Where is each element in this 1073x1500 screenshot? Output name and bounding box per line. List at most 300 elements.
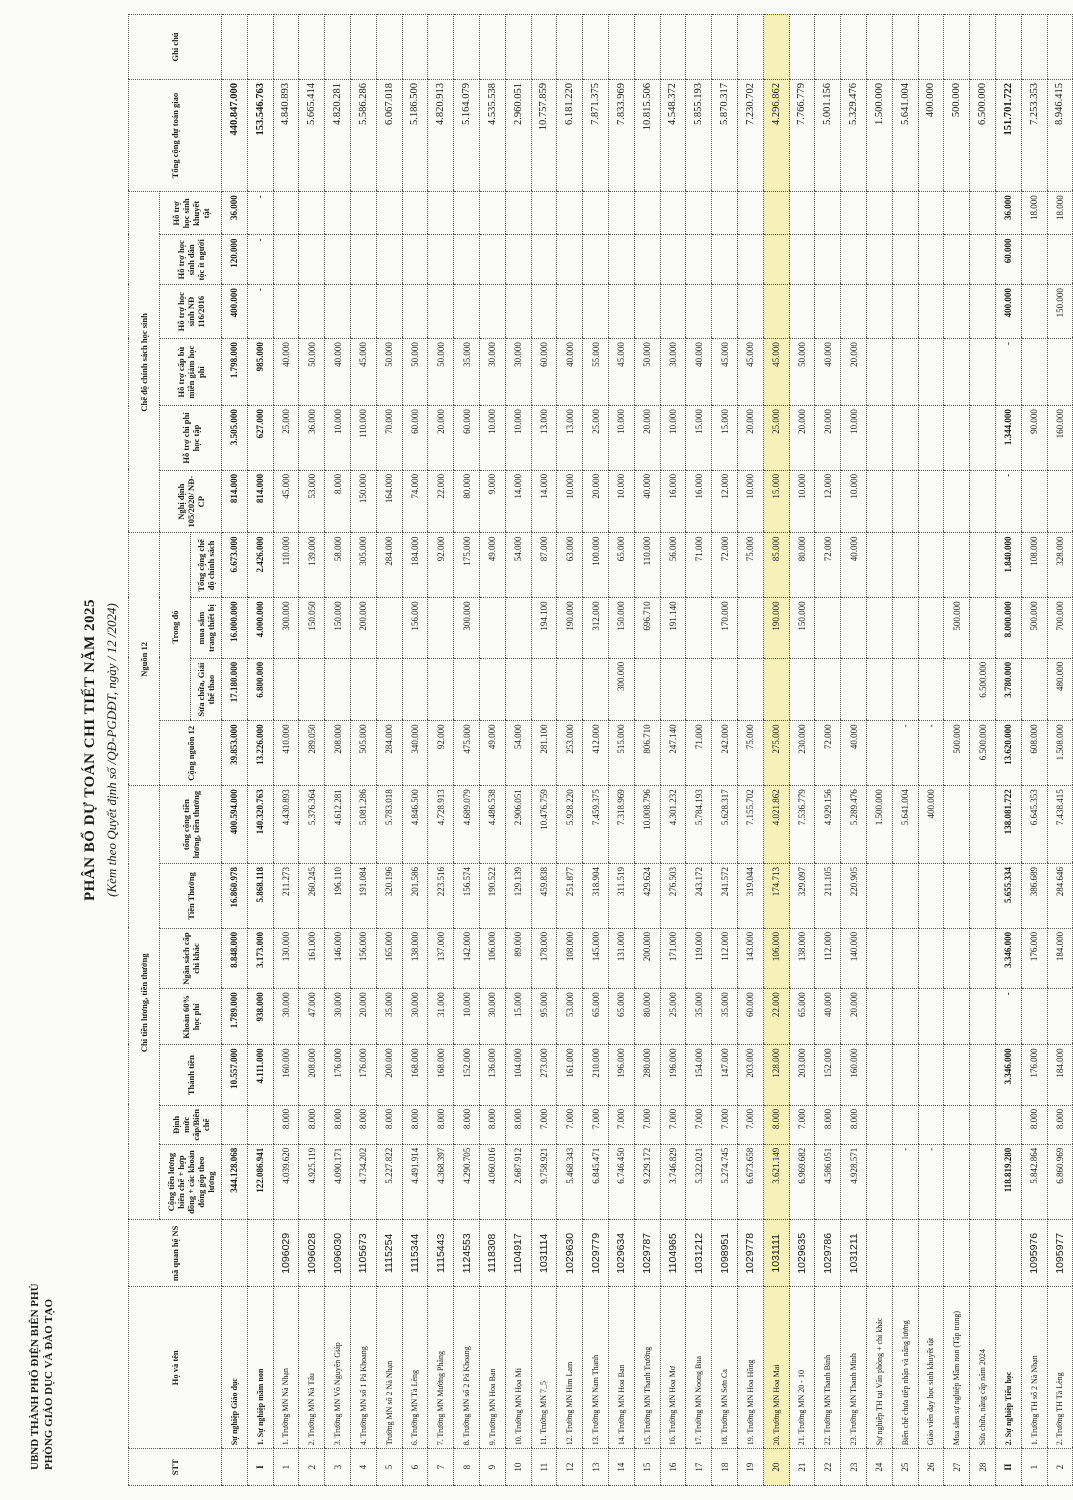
ethnic-cell (918, 235, 944, 285)
salary-total-cell: 4.301.232 (660, 786, 686, 864)
repair-cell (557, 658, 583, 721)
stt-cell: 1 (273, 1449, 299, 1486)
repair-cell (531, 658, 557, 721)
decree105-cell: 10.000 (557, 470, 583, 533)
norm-cell: 8.000 (1047, 1105, 1073, 1144)
equipment-cell: 4.000.000 (247, 598, 273, 658)
name-cell: 18. Trường MN Sơn Ca (712, 1287, 738, 1449)
repair-cell (454, 658, 480, 721)
norm-cell (247, 1105, 273, 1144)
note-cell (402, 15, 428, 80)
source12-cell: 13.620.000 (995, 721, 1021, 786)
bonus-cell: 320.196 (376, 864, 402, 929)
amount-cell (944, 1045, 970, 1105)
decree105-cell: 8.000 (325, 470, 351, 533)
equipment-cell (686, 598, 712, 658)
decree105-cell: 14.000 (505, 470, 531, 533)
decree116-cell (531, 285, 557, 339)
disabled-cell (789, 192, 815, 235)
bonus-cell: 243.172 (686, 864, 712, 929)
total-cell: 4.820.913 (428, 79, 454, 191)
name-cell: Sửa chữa, nâng cấp năm 2024 (970, 1287, 996, 1449)
salary-sum-cell: 4.734.202 (350, 1144, 376, 1220)
code-cell: 1031114 (531, 1220, 557, 1287)
table-row (918, 15, 944, 1486)
bonus-cell: 191.084 (350, 864, 376, 929)
note-cell (531, 15, 557, 80)
repair-cell (1021, 658, 1047, 721)
tuition-support-cell: 45.000 (737, 339, 763, 406)
amount-cell: 203.000 (737, 1045, 763, 1105)
disabled-cell (918, 192, 944, 235)
decree116-cell (686, 285, 712, 339)
salary-sum-cell: 4.039.620 (273, 1144, 299, 1220)
code-cell: 1096028 (299, 1220, 325, 1287)
source12-cell: 284.000 (376, 721, 402, 786)
equipment-cell: 8.000.000 (995, 598, 1021, 658)
tuition-support-cell: 35.000 (454, 339, 480, 406)
disabled-cell (325, 192, 351, 235)
tuition-cell: 60.000 (737, 989, 763, 1045)
disabled-cell (273, 192, 299, 235)
salary-sum-cell: 118.819.280 (995, 1144, 1021, 1220)
decree116-cell (918, 285, 944, 339)
decree105-cell: 9.000 (479, 470, 505, 533)
norm-cell: 8.000 (273, 1105, 299, 1144)
other-budget-cell: 119.000 (686, 928, 712, 988)
table-row (866, 15, 892, 1486)
table-row (660, 15, 686, 1486)
salary-total-cell: 7.459.375 (583, 786, 609, 864)
ethnic-cell (608, 235, 634, 285)
note-cell (454, 15, 480, 80)
policy-total-cell: 6.673.000 (222, 533, 248, 598)
table-row (1021, 15, 1047, 1486)
salary-sum-cell: - (892, 1144, 918, 1220)
policy-total-cell: 63.000 (557, 533, 583, 598)
equipment-cell (737, 598, 763, 658)
amount-cell: 152.000 (815, 1045, 841, 1105)
total-cell: 5.001.156 (815, 79, 841, 191)
salary-total-cell: 5.376.364 (299, 786, 325, 864)
decree116-cell (608, 285, 634, 339)
name-cell: 12. Trường MN Him Lam (557, 1287, 583, 1449)
source12-cell: - (918, 721, 944, 786)
salary-total-cell: 5.081.286 (350, 786, 376, 864)
amount-cell: 168.000 (402, 1045, 428, 1105)
other-budget-cell: 165.000 (376, 928, 402, 988)
policy-total-cell: 100.000 (583, 533, 609, 598)
note-cell (299, 15, 325, 80)
study-cost-cell: 10.000 (841, 406, 867, 471)
code-cell: 1098951 (712, 1220, 738, 1287)
salary-sum-cell: 4.290.705 (454, 1144, 480, 1220)
name-cell: Biên chế chưa tiếp nhận và nâng lương (892, 1287, 918, 1449)
salary-total-cell: 140.320.763 (247, 786, 273, 864)
tuition-support-cell: 30.000 (479, 339, 505, 406)
note-cell (763, 15, 789, 80)
source12-cell: 242.000 (712, 721, 738, 786)
study-cost-cell: 20.000 (789, 406, 815, 471)
ethnic-cell (325, 235, 351, 285)
equipment-cell (866, 598, 892, 658)
bonus-cell: 220.905 (841, 864, 867, 929)
total-cell: 151.701.722 (995, 79, 1021, 191)
decree105-cell: 15.000 (763, 470, 789, 533)
stt-cell: 26 (918, 1449, 944, 1486)
stt-cell: 5 (376, 1449, 402, 1486)
note-cell (505, 15, 531, 80)
table-row (970, 15, 996, 1486)
stt-cell: 7 (428, 1449, 454, 1486)
other-budget-cell: 142.000 (454, 928, 480, 988)
col-policy-total: Tổng cộng chế độ chính sách (191, 533, 222, 598)
tuition-support-cell: 50.000 (299, 339, 325, 406)
table-row (505, 15, 531, 1486)
decree116-cell (841, 285, 867, 339)
stt-cell: 17 (686, 1449, 712, 1486)
repair-cell: 300.000 (608, 658, 634, 721)
note-cell (479, 15, 505, 80)
decree116-cell (712, 285, 738, 339)
tuition-cell: 20.000 (350, 989, 376, 1045)
norm-cell: 8.000 (505, 1105, 531, 1144)
study-cost-cell: 3.505.000 (222, 406, 248, 471)
tuition-cell: 35.000 (712, 989, 738, 1045)
salary-total-cell: 10.008.796 (634, 786, 660, 864)
bonus-cell: 329.097 (789, 864, 815, 929)
study-cost-cell: 10.000 (608, 406, 634, 471)
name-cell: Sự nghiệp TH tại Văn phòng + chi khác (866, 1287, 892, 1449)
ethnic-cell (505, 235, 531, 285)
tuition-support-cell: 20.000 (841, 339, 867, 406)
equipment-cell (428, 598, 454, 658)
equipment-cell: 191.140 (660, 598, 686, 658)
tuition-cell: 938.000 (247, 989, 273, 1045)
policy-total-cell: 139.000 (299, 533, 325, 598)
stt-cell: 24 (866, 1449, 892, 1486)
total-cell: 1.500.000 (866, 79, 892, 191)
policy-total-cell (970, 533, 996, 598)
study-cost-cell: 13.000 (531, 406, 557, 471)
decree105-cell: 53.000 (299, 470, 325, 533)
name-cell: 2. Trường MN Nà Tấu (299, 1287, 325, 1449)
code-cell: 1029779 (583, 1220, 609, 1287)
table-row (247, 15, 273, 1486)
decree116-cell (273, 285, 299, 339)
norm-cell: 7.000 (634, 1105, 660, 1144)
ethnic-cell (299, 235, 325, 285)
other-budget-cell: 131.000 (608, 928, 634, 988)
amount-cell: 152.000 (454, 1045, 480, 1105)
salary-total-cell: 4.689.079 (454, 786, 480, 864)
source12-cell: 54.000 (505, 721, 531, 786)
stt-cell: 12 (557, 1449, 583, 1486)
other-budget-cell: 8.848.000 (222, 928, 248, 988)
group-source-12: Nguồn 12 (129, 533, 160, 786)
total-cell: 8.946.415 (1047, 79, 1073, 191)
note-cell (350, 15, 376, 80)
source12-cell: 247.140 (660, 721, 686, 786)
decree105-cell: 150.000 (350, 470, 376, 533)
decree116-cell (1021, 285, 1047, 339)
amount-cell: 210.000 (583, 1045, 609, 1105)
norm-cell: 8.000 (454, 1105, 480, 1144)
salary-total-cell: 4.929.156 (815, 786, 841, 864)
stt-cell: 10 (505, 1449, 531, 1486)
policy-total-cell (866, 533, 892, 598)
salary-total-cell: 5.784.193 (686, 786, 712, 864)
note-cell (944, 15, 970, 80)
repair-cell: 6.800.000 (247, 658, 273, 721)
total-cell: 6.067.018 (376, 79, 402, 191)
other-budget-cell: 89.000 (505, 928, 531, 988)
disabled-cell (583, 192, 609, 235)
col-norm: Định mức cấp/Biên chế (160, 1105, 222, 1144)
name-cell: 13. Trường MN Nam Thanh (583, 1287, 609, 1449)
equipment-cell: 190.000 (763, 598, 789, 658)
note-cell (866, 15, 892, 80)
ethnic-cell (557, 235, 583, 285)
amount-cell: 200.000 (376, 1045, 402, 1105)
decree105-cell: 14.000 (531, 470, 557, 533)
note-cell (634, 15, 660, 80)
policy-total-cell: 305.000 (350, 533, 376, 598)
decree105-cell (1021, 470, 1047, 533)
study-cost-cell: 60.000 (402, 406, 428, 471)
study-cost-cell: 20.000 (634, 406, 660, 471)
equipment-cell (918, 598, 944, 658)
other-budget-cell: 106.000 (479, 928, 505, 988)
bonus-cell: 276.503 (660, 864, 686, 929)
other-budget-cell: 3.346.000 (995, 928, 1021, 988)
total-cell: 5.855.193 (686, 79, 712, 191)
ethnic-cell (892, 235, 918, 285)
name-cell: 22. Trường MN Thanh Bình (815, 1287, 841, 1449)
disabled-cell (350, 192, 376, 235)
note-cell (737, 15, 763, 80)
amount-cell: 136.000 (479, 1045, 505, 1105)
salary-total-cell: 5.928.220 (557, 786, 583, 864)
tuition-cell: 20.000 (841, 989, 867, 1045)
decree116-cell: 400.000 (995, 285, 1021, 339)
norm-cell: 8.000 (763, 1105, 789, 1144)
org-line-2: PHÒNG GIÁO DỤC VÀ ĐÀO TẠO (43, 1298, 55, 1470)
total-cell: 7.230.702 (737, 79, 763, 191)
norm-cell: 7.000 (583, 1105, 609, 1144)
code-cell: 1031111 (763, 1220, 789, 1287)
col-source12-sum: Cộng nguồn 12 (160, 721, 222, 786)
tuition-cell: 53.000 (557, 989, 583, 1045)
stt-cell: 15 (634, 1449, 660, 1486)
tuition-support-cell: 50.000 (634, 339, 660, 406)
policy-total-cell: 85.000 (763, 533, 789, 598)
salary-sum-cell: 6.969.682 (789, 1144, 815, 1220)
norm-cell: 7.000 (531, 1105, 557, 1144)
repair-cell: 17.180.000 (222, 658, 248, 721)
ethnic-cell (1021, 235, 1047, 285)
bonus-cell: 260.245 (299, 864, 325, 929)
equipment-cell: 150.000 (789, 598, 815, 658)
repair-cell (428, 658, 454, 721)
tuition-cell: 10.000 (454, 989, 480, 1045)
decree105-cell: 12.000 (815, 470, 841, 533)
salary-total-cell: 4.021.862 (763, 786, 789, 864)
col-tuition-support: Hỗ trợ cấp bù miễn giảm học phí (160, 339, 222, 406)
equipment-cell (815, 598, 841, 658)
stt-cell: 4 (350, 1449, 376, 1486)
tuition-cell: 65.000 (608, 989, 634, 1045)
tuition-cell: 30.000 (325, 989, 351, 1045)
disabled-cell (841, 192, 867, 235)
equipment-cell (505, 598, 531, 658)
repair-cell (634, 658, 660, 721)
total-cell: 5.329.476 (841, 79, 867, 191)
bonus-cell: 201.586 (402, 864, 428, 929)
disabled-cell (557, 192, 583, 235)
col-repair: Sửa chữa, Giải thể thao (191, 658, 222, 721)
table-row (557, 15, 583, 1486)
code-cell: 1031211 (841, 1220, 867, 1287)
other-budget-cell: 145.000 (583, 928, 609, 988)
equipment-cell: 156.000 (402, 598, 428, 658)
note-cell (273, 15, 299, 80)
tuition-cell: 15.000 (505, 989, 531, 1045)
table-row (841, 15, 867, 1486)
table-row (402, 15, 428, 1486)
total-cell: 7.253.353 (1021, 79, 1047, 191)
table-row (299, 15, 325, 1486)
repair-cell (712, 658, 738, 721)
name-cell: 16. Trường MN Hoa Mơ (660, 1287, 686, 1449)
stt-cell (222, 1449, 248, 1486)
tuition-support-cell: 40.000 (273, 339, 299, 406)
note-cell (841, 15, 867, 80)
bonus-cell (918, 864, 944, 929)
disabled-cell: 36.000 (995, 192, 1021, 235)
salary-sum-cell: 122.086.941 (247, 1144, 273, 1220)
table-row (686, 15, 712, 1486)
study-cost-cell: 20.000 (815, 406, 841, 471)
name-cell: 14. Trường MN Hoa Ban (608, 1287, 634, 1449)
tuition-cell: 35.000 (686, 989, 712, 1045)
repair-cell (866, 658, 892, 721)
repair-cell (815, 658, 841, 721)
salary-sum-cell: 4.368.397 (428, 1144, 454, 1220)
study-cost-cell: 25.000 (763, 406, 789, 471)
bonus-cell: 459.838 (531, 864, 557, 929)
disabled-cell (737, 192, 763, 235)
disabled-cell (866, 192, 892, 235)
study-cost-cell: 25.000 (583, 406, 609, 471)
tuition-cell: 47.000 (299, 989, 325, 1045)
equipment-cell: 200.000 (350, 598, 376, 658)
norm-cell: 8.000 (1021, 1105, 1047, 1144)
amount-cell: 196.000 (608, 1045, 634, 1105)
disabled-cell (608, 192, 634, 235)
other-budget-cell: 143.000 (737, 928, 763, 988)
tuition-cell (1021, 989, 1047, 1045)
study-cost-cell: 110.000 (350, 406, 376, 471)
amount-cell: 161.000 (557, 1045, 583, 1105)
salary-sum-cell: 5.274.745 (712, 1144, 738, 1220)
note-cell (608, 15, 634, 80)
table-row (608, 15, 634, 1486)
amount-cell: 147.000 (712, 1045, 738, 1105)
name-cell: 9. Trường MN Hoa Ban (479, 1287, 505, 1449)
decree116-cell (428, 285, 454, 339)
salary-sum-cell: 6.845.471 (583, 1144, 609, 1220)
source12-cell: 6.500.000 (970, 721, 996, 786)
policy-total-cell: 184.000 (402, 533, 428, 598)
source12-cell: 275.000 (763, 721, 789, 786)
norm-cell: 8.000 (428, 1105, 454, 1144)
col-name: Họ và tên (129, 1287, 222, 1449)
repair-cell (479, 658, 505, 721)
total-cell: 5.665.414 (299, 79, 325, 191)
code-cell: 1124553 (454, 1220, 480, 1287)
amount-cell: 10.557.000 (222, 1045, 248, 1105)
amount-cell: 154.000 (686, 1045, 712, 1105)
salary-sum-cell: 4.090.171 (325, 1144, 351, 1220)
amount-cell: 176.000 (325, 1045, 351, 1105)
table-row (995, 15, 1021, 1486)
disabled-cell: 18.000 (1047, 192, 1073, 235)
tuition-cell: - (995, 989, 1021, 1045)
ethnic-cell (686, 235, 712, 285)
source12-cell: 608.000 (1021, 721, 1047, 786)
repair-cell (841, 658, 867, 721)
tuition-support-cell: 40.000 (325, 339, 351, 406)
repair-cell (944, 658, 970, 721)
tuition-cell: 95.000 (531, 989, 557, 1045)
equipment-cell: 500.000 (1021, 598, 1047, 658)
name-cell: 17. Trường MN Noong Bua (686, 1287, 712, 1449)
decree105-cell: 16.000 (686, 470, 712, 533)
repair-cell (763, 658, 789, 721)
note-cell (918, 15, 944, 80)
bonus-cell: 129.139 (505, 864, 531, 929)
table-row (763, 15, 789, 1486)
other-budget-cell: 156.000 (350, 928, 376, 988)
source12-cell (866, 721, 892, 786)
equipment-cell (892, 598, 918, 658)
tuition-support-cell: 45.000 (712, 339, 738, 406)
total-cell: 4.296.862 (763, 79, 789, 191)
decree105-cell: 10.000 (789, 470, 815, 533)
salary-total-cell: 400.000 (918, 786, 944, 864)
total-cell: 4.820.281 (325, 79, 351, 191)
policy-total-cell: 284.000 (376, 533, 402, 598)
stt-cell: 25 (892, 1449, 918, 1486)
decree116-cell (479, 285, 505, 339)
disabled-cell: - (247, 192, 273, 235)
policy-total-cell: 40.000 (841, 533, 867, 598)
tuition-cell: 30.000 (273, 989, 299, 1045)
ethnic-cell: 120.000 (222, 235, 248, 285)
repair-cell (505, 658, 531, 721)
source12-cell: 13.226.000 (247, 721, 273, 786)
source12-cell: 806.710 (634, 721, 660, 786)
equipment-cell: 300.000 (454, 598, 480, 658)
amount-cell: 196.000 (660, 1045, 686, 1105)
policy-total-cell: 87.000 (531, 533, 557, 598)
disabled-cell (763, 192, 789, 235)
table-row (789, 15, 815, 1486)
note-cell (995, 15, 1021, 80)
repair-cell (299, 658, 325, 721)
name-cell: 6. Trường MN Tà Lèng (402, 1287, 428, 1449)
